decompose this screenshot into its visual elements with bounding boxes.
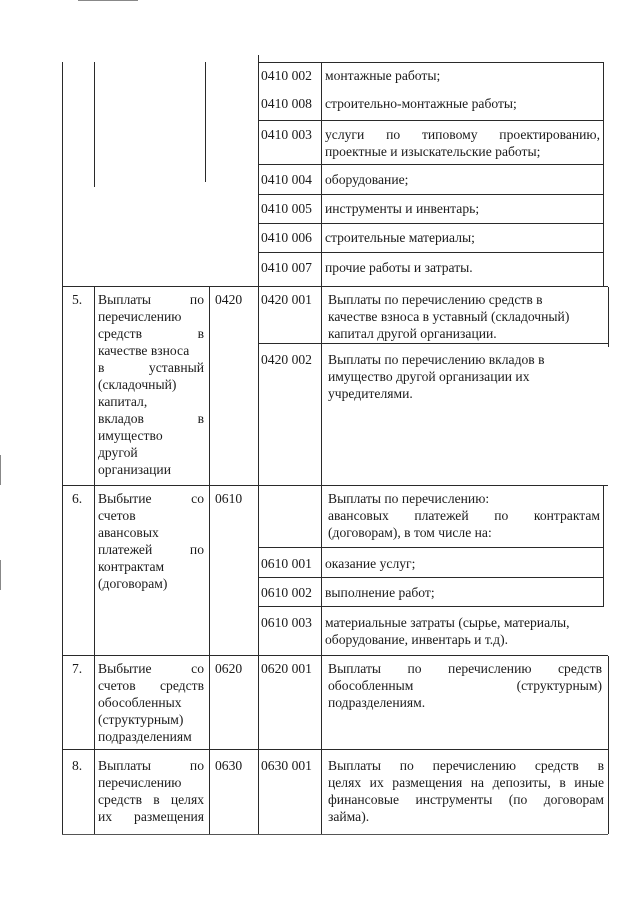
item-code: 0420 002 xyxy=(261,352,312,367)
row-number: 7. xyxy=(72,661,83,676)
item-code: 0630 001 xyxy=(261,758,312,773)
item-text: оборудование; xyxy=(325,172,409,187)
item-text: финансовые инструменты (по договорам xyxy=(328,792,604,807)
item-code: 0410 004 xyxy=(261,172,312,187)
item-text: Выплаты по перечислению средств в xyxy=(328,758,604,773)
item-text: подразделениям. xyxy=(328,695,426,710)
item-code: 0610 001 xyxy=(261,556,312,571)
item-text: оборудование, инвентарь и т.д). xyxy=(325,632,508,647)
row-code: 0630 xyxy=(215,758,243,773)
item-code: 0610 002 xyxy=(261,585,312,600)
item-text: Выплаты по перечислению: xyxy=(328,491,490,506)
item-code: 0410 008 xyxy=(261,96,312,111)
item-text: прочие работы и затраты. xyxy=(325,260,473,275)
item-code: 0410 005 xyxy=(261,201,312,216)
item-text: целях их размещения на депозиты, в иные xyxy=(328,775,604,790)
item-text: услуги по типовому проектированию, xyxy=(325,127,600,142)
item-text: Выплаты по перечислению средств xyxy=(328,661,602,676)
item-text: проектные и изыскательские работы; xyxy=(325,144,541,159)
row-number: 6. xyxy=(72,491,83,506)
item-text: строительные материалы; xyxy=(325,230,475,245)
row-number: 8. xyxy=(72,758,83,773)
item-code: 0410 002 xyxy=(261,68,312,83)
item-code: 0620 001 xyxy=(261,661,312,676)
item-code: 0610 003 xyxy=(261,615,312,630)
row-code: 0420 xyxy=(215,292,243,307)
item-text: Выплаты по перечислению средств в xyxy=(328,292,543,307)
row-code: 0620 xyxy=(215,661,243,676)
item-code: 0410 006 xyxy=(261,230,312,245)
item-text: качестве взноса в уставный (складочный) xyxy=(328,309,570,324)
item-text: монтажные работы; xyxy=(325,68,441,83)
item-text: строительно-монтажные работы; xyxy=(325,96,517,111)
item-text: материальные затраты (сырье, материалы, xyxy=(325,615,570,630)
item-text: имущество другой организации их xyxy=(328,369,530,384)
row-number: 5. xyxy=(72,292,83,307)
item-text: капитал другой организации. xyxy=(328,326,497,341)
item-text: выполнение работ; xyxy=(325,585,435,600)
item-text: (договорам), в том числе на: xyxy=(328,525,492,540)
item-text: инструменты и инвентарь; xyxy=(325,201,480,216)
item-code: 0410 007 xyxy=(261,260,312,275)
item-text: Выплаты по перечислению вкладов в xyxy=(328,352,545,367)
item-text: оказание услуг; xyxy=(325,556,416,571)
item-text: займа). xyxy=(328,809,370,824)
item-code: 0420 001 xyxy=(261,292,312,307)
item-code: 0410 003 xyxy=(261,127,312,142)
item-text: учредителями. xyxy=(328,386,413,401)
item-text: авансовых платежей по контрактам xyxy=(328,508,600,523)
item-text: обособленным (структурным) xyxy=(328,678,602,693)
document-page: 0410 002 монтажные работы; 0410 008 строительно-монтажные работы; 0410 003 услуги по типовому проектированию, проектные и изыскательские работы; 0410 004 оборудование; 0410 005 инструменты и инвентарь; 0410 006 строительные материалы; 0410 007 прочие работы и затраты. 5. Выплаты по перечислению средств в качестве взноса в уставный (складочный) капитал, вкладов в имущество другой организации 0420 0420 001 Выплаты по перечислению средств в качестве взноса в уставный (складочный) капитал другой организации. 0420 002 Выплаты по перечислению вкладов в имущество другой организации их учредителями. 6. Выбытие со счетов авансовых платежей по контрактам (договорам) 0610 Выплаты по перечислению: авансовых платежей по контрактам (договорам), в том числе на: 0610 001 оказание услуг; 0610 002 выполнение работ; 0610 003 материальные затраты (сырье, материалы, оборудование, инвентарь и т.д). 7. Выбытие со счетов средств обособленных (структурным) подразделениям 0620 0620 001 Выплаты по перечислению средств обособленным (структурным) подразделениям. 8. Выплаты по перечислению средств в целях их размещения 0630 0630 001 Выплаты по перечислению средств в целях их размещения на депозиты, в иные финансовые инструменты (по договорам займа). xyxy=(0,0,640,905)
row-code: 0610 xyxy=(215,491,243,506)
